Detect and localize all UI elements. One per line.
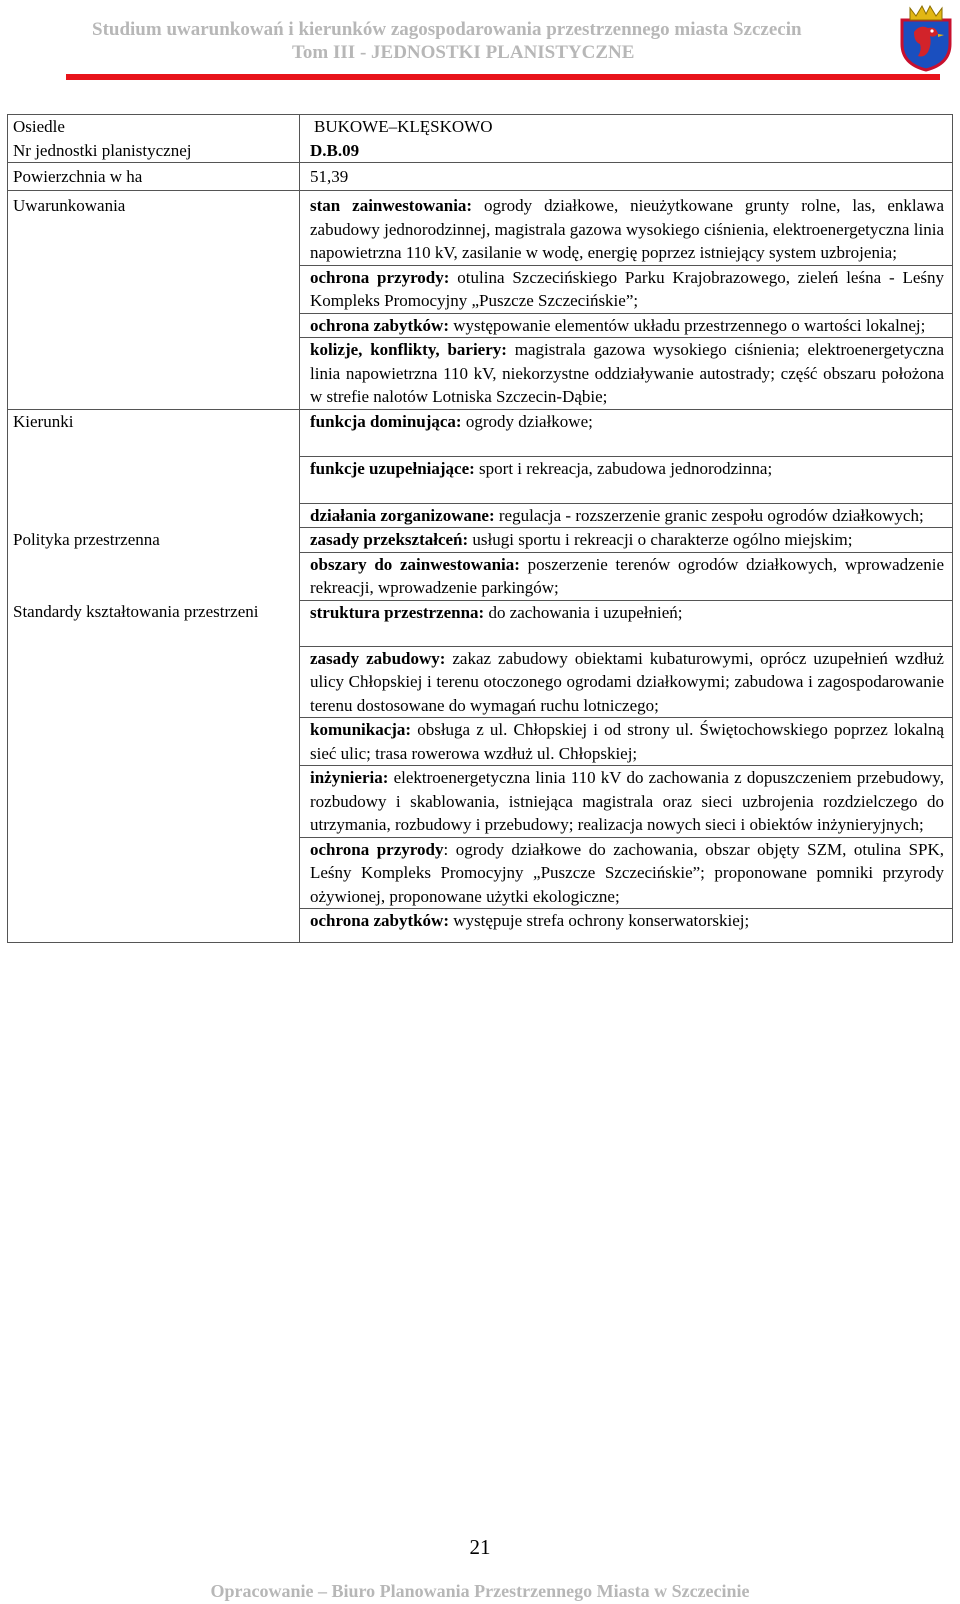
item-key: działania zorganizowane: xyxy=(310,505,495,525)
item-key: ochrona zabytków: xyxy=(310,315,449,335)
item-key: komunikacja: xyxy=(310,720,412,739)
item-key: zasady zabudowy: xyxy=(310,648,446,668)
empty-cell xyxy=(8,552,300,600)
standardy-item xyxy=(300,837,953,909)
header-rule xyxy=(66,74,940,80)
page-footer: Opracowanie – Biuro Planowania Przestrzennego Miasta w Szczecinie xyxy=(210,1581,750,1601)
item-text: : ogrody działkowe do zachowania, obszar objęty SZM, otulina SPK, Leśny Kompleks Promocyjny „Puszcze Szczecińskie”; proponowane pomniki przyrody ożywionej, proponowane użytki ekologiczne; xyxy=(310,839,945,906)
osiedle-value: BUKOWE–KLĘSKOWO xyxy=(300,115,953,139)
table-row xyxy=(8,139,953,163)
item-key: ochrona zabytków: xyxy=(310,911,449,930)
table-row xyxy=(8,552,953,600)
polityka-item xyxy=(300,552,953,600)
planning-unit-table xyxy=(7,114,953,943)
empty-cell xyxy=(8,503,300,528)
item-text: magistrala gazowa wysokiego ciśnienia; elektroenergetyczna linia napowietrzna 110 kV, niekorzystne oddziaływanie autostrady; część obszaru położona w strefie nalotów Lotniska Szczecin-Dąbie; xyxy=(310,340,944,406)
standardy-item xyxy=(300,600,953,646)
area-label: Powierzchnia w ha xyxy=(8,163,300,191)
standardy-item xyxy=(300,646,953,718)
uwarunkowania-item xyxy=(300,191,953,266)
kierunki-item xyxy=(300,409,953,456)
table-row xyxy=(8,456,953,503)
area-value: 51,39 xyxy=(300,163,953,191)
unit-number-value: D.B.09 xyxy=(300,139,953,163)
item-key: kolizje, konflikty, bariery: xyxy=(310,340,507,359)
unit-number-label: Nr jednostki planistycznej xyxy=(8,139,300,163)
item-text: elektroenergetyczna linia 110 kV do zachowania z dopuszczeniem przebudowy, rozbudowy i skablowania, istniejąca magistrala oraz sieci uzbrojenia rozdzielczego do utrzymania, rozbudowy i przebudowy; realizacja nowych sieci i obiektów inżynieryjnych; xyxy=(310,768,944,834)
header-subtitle: Tom III - JEDNOSTKI PLANISTYCZNE xyxy=(292,42,635,63)
item-text: otulina Szczecińskiego Parku Krajobrazowego, zieleń leśna - Leśny Kompleks Promocyjny „Puszcze Szczecińskie”; xyxy=(310,267,945,310)
polityka-item xyxy=(300,503,953,528)
table-row xyxy=(8,600,953,646)
uwarunkowania-item xyxy=(300,338,953,410)
header-title: Studium uwarunkowań i kierunków zagospodarowania przestrzennego miasta Szczecin xyxy=(92,19,802,40)
standardy-item xyxy=(300,718,953,766)
kierunki-item xyxy=(300,456,953,503)
osiedle-label: Osiedle xyxy=(8,115,300,139)
uwarunkowania-item xyxy=(300,265,953,313)
uwarunkowania-item xyxy=(300,313,953,338)
item-text: usługi sportu i rekreacji o charakterze ogólno miejskim; xyxy=(468,530,853,549)
item-text: występowanie elementów układu przestrzennego o wartości lokalnej; xyxy=(449,315,926,335)
empty-cell xyxy=(8,456,300,503)
item-key: struktura przestrzenna: xyxy=(310,602,485,622)
item-key: zasady przekształceń: xyxy=(310,530,469,549)
standardy-item xyxy=(300,909,953,943)
item-text: do zachowania i uzupełnień; xyxy=(484,602,683,622)
item-key: inżynieria: xyxy=(310,768,389,787)
item-key: funkcje uzupełniające: xyxy=(310,458,475,478)
item-text: poszerzenie terenów ogrodów działkowych, wprowadzenie rekreacji, wprowadzenie parkingów; xyxy=(310,554,944,597)
item-text: ogrody działkowe, nieużytkowane grunty rolne, las, enklawa zabudowy jednorodzinnej, magistrala gazowa wysokiego ciśnienia, elektroenergetyczna linia napowietrzna 110 kV, zasilanie w wodę, energię poprzez istniejący system uzbrojenia; xyxy=(310,196,945,262)
item-text: obsługa z ul. Chłopskiej i od strony ul. Świętochowskiego poprzez lokalną sieć ulic; trasa rowerowa wzdłuż ul. Chłopskiej; xyxy=(310,720,944,763)
polityka-label: Polityka przestrzenna xyxy=(8,528,300,553)
kierunki-label: Kierunki xyxy=(8,409,300,456)
page-number: 21 xyxy=(469,1535,491,1559)
item-key: ochrona przyrody: xyxy=(310,267,450,287)
szczecin-coat-of-arms-icon xyxy=(898,4,954,72)
item-text: sport i rekreacja, zabudowa jednorodzinna; xyxy=(474,458,773,478)
item-key: obszary do zainwestowania: xyxy=(310,554,520,574)
page-header xyxy=(0,0,960,90)
table-row xyxy=(8,191,953,266)
item-key: stan zainwestowania: xyxy=(310,196,473,215)
item-key: ochrona przyrody xyxy=(310,839,444,859)
uwarunkowania-label: Uwarunkowania xyxy=(8,191,300,410)
item-text: zakaz zabudowy obiektami kubaturowymi, oprócz uzupełnień wzdłuż ulicy Chłopskiej i terenu otoczonego ogrodami działkowymi; zabudowa i zagospodarowanie terenu dostosowane do wymagań ruchu lotniczego; xyxy=(310,648,944,715)
standardy-item xyxy=(300,766,953,838)
standardy-label: Standardy kształtowania przestrzeni xyxy=(8,600,300,943)
item-text: ogrody działkowe; xyxy=(461,411,593,431)
table-row xyxy=(8,528,953,553)
table-row xyxy=(8,163,953,191)
item-text: regulacja - rozszerzenie granic zespołu ogrodów działkowych; xyxy=(494,505,924,525)
table-row xyxy=(8,409,953,456)
table-row xyxy=(8,115,953,139)
polityka-item xyxy=(300,528,953,553)
item-key: funkcja dominująca: xyxy=(310,411,462,431)
item-text: występuje strefa ochrony konserwatorskiej; xyxy=(449,911,750,930)
table-row xyxy=(8,503,953,528)
